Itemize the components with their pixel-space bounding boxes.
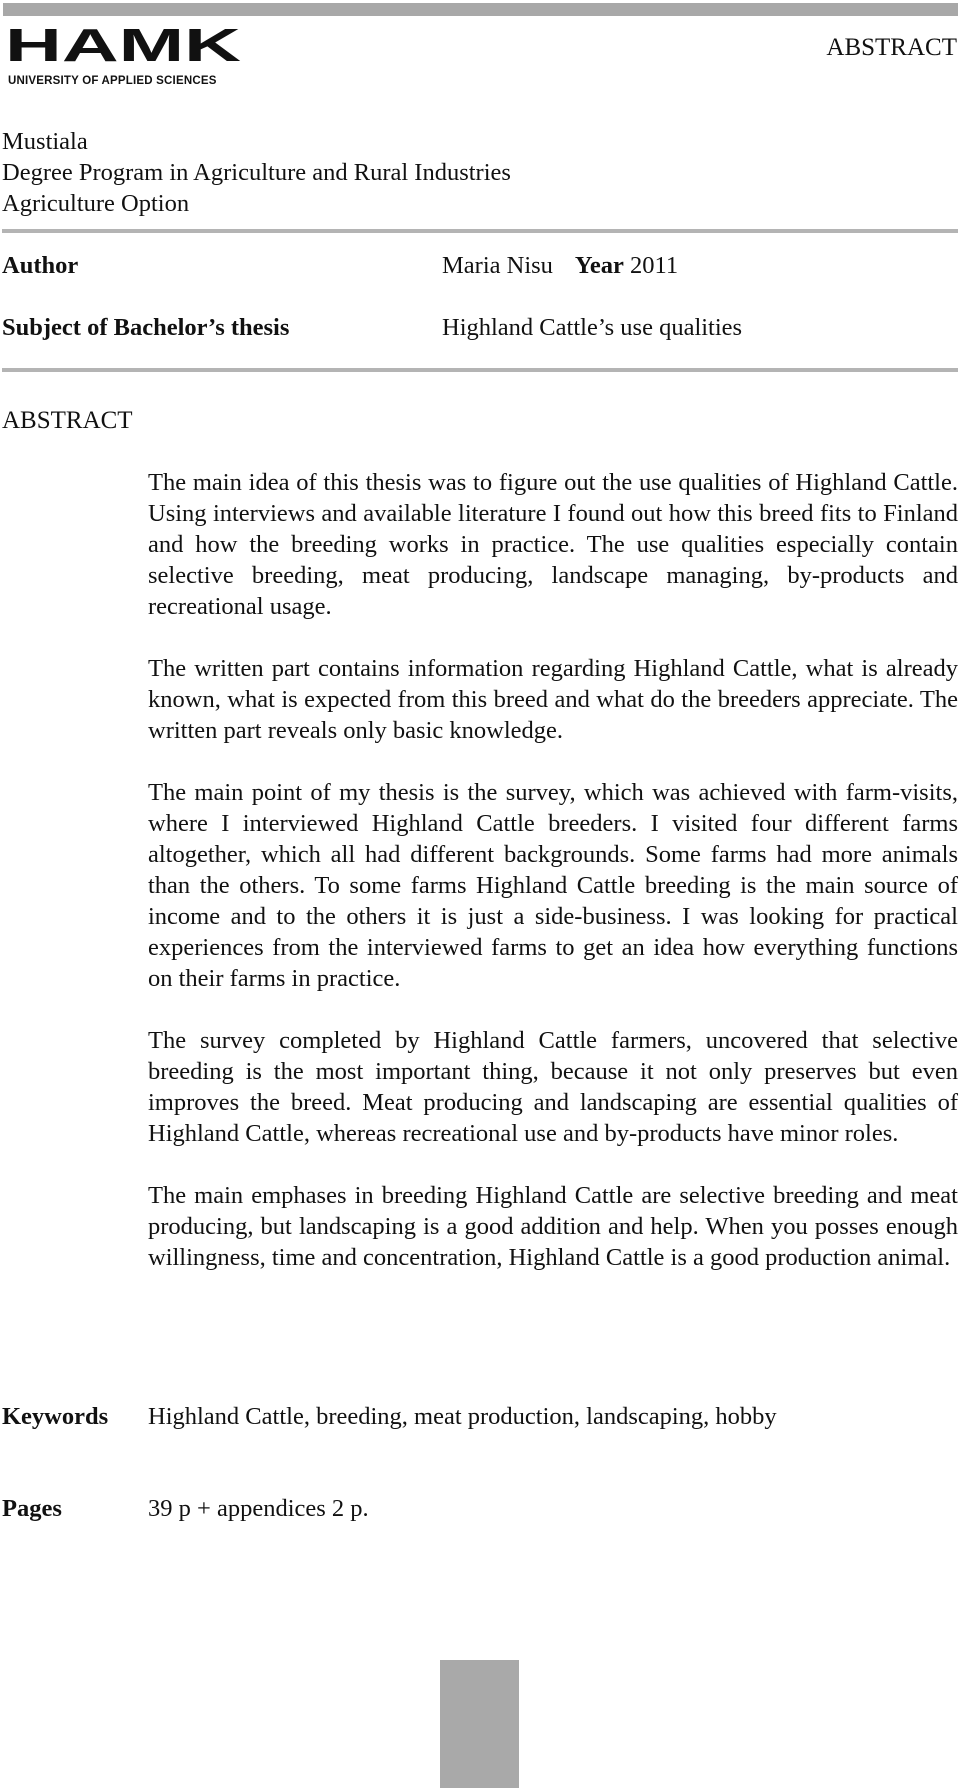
page-header-label: ABSTRACT bbox=[826, 34, 957, 61]
logo-wordmark-text: HAMK bbox=[5, 28, 241, 71]
keywords-label: Keywords bbox=[2, 1403, 109, 1430]
abstract-paragraph: The main point of my thesis is the survey, which was achieved with farm-visits, where I interviewed Highland Cattle breeders. I visited four different farms altogether, which all had different backgrounds. Some farms had more animals than the others. To some farms Highland Cattle breeding is the main source of income and to the others it is just a side-business. I was looking for practical experiences from the interviewed farms to get an idea how everything functions on their farms in practice. bbox=[148, 779, 958, 992]
abstract-paragraph: The main emphases in breeding Highland Cattle are selective breeding and meat producing, but landscaping is a good addition and help. When you posses enough willingness, time and concentration, Highland Cattle is a good production animal. bbox=[148, 1182, 958, 1271]
author-value-group bbox=[442, 252, 678, 280]
abstract-body bbox=[148, 467, 958, 1304]
divider bbox=[2, 229, 958, 233]
program-option: Agriculture Option bbox=[2, 190, 190, 217]
logo-subtitle: UNIVERSITY OF APPLIED SCIENCES bbox=[8, 75, 217, 87]
abstract-heading: ABSTRACT bbox=[2, 407, 133, 434]
abstract-paragraph: The main idea of this thesis was to figure out the use qualities of Highland Cattle. Using interviews and available literature I found out how this breed fits to Finland and how the breeding works in practice. The use qualities especially contain selective breeding, meat producing, landscape managing, by-products and recreational usage. bbox=[148, 469, 958, 620]
subject-label: Subject of Bachelor’s thesis bbox=[2, 314, 290, 341]
campus-name: Mustiala bbox=[2, 128, 88, 155]
institution-block bbox=[2, 126, 511, 219]
keywords-value: Highland Cattle, breeding, meat production, landscaping, hobby bbox=[148, 1403, 777, 1430]
divider bbox=[2, 368, 958, 372]
hamk-wordmark bbox=[5, 28, 245, 72]
abstract-paragraph: The survey completed by Highland Cattle farmers, uncovered that selective breeding is the most important thing, because it not only preserves but even improves the breed. Meat producing and landscaping are essential qualities of Highland Cattle, whereas recreational use and by-products have minor roles. bbox=[148, 1027, 958, 1147]
top-decorative-bar bbox=[3, 3, 958, 16]
subject-value: Highland Cattle’s use qualities bbox=[442, 314, 743, 341]
year-value: 2011 bbox=[630, 252, 679, 279]
page-number-tab bbox=[440, 1660, 519, 1788]
abstract-paragraph: The written part contains information regarding Highland Cattle, what is already known, what is expected from this breed and what do the breeders appreciate. The written part reveals only basic knowledge. bbox=[148, 655, 958, 744]
degree-program: Degree Program in Agriculture and Rural Industries bbox=[2, 159, 511, 186]
hamk-logo bbox=[5, 28, 245, 90]
year-label: Year bbox=[574, 252, 624, 279]
author-value: Maria Nisu bbox=[442, 252, 553, 279]
pages-label: Pages bbox=[2, 1495, 62, 1522]
pages-value: 39 p + appendices 2 p. bbox=[148, 1495, 369, 1522]
author-label: Author bbox=[2, 252, 79, 279]
